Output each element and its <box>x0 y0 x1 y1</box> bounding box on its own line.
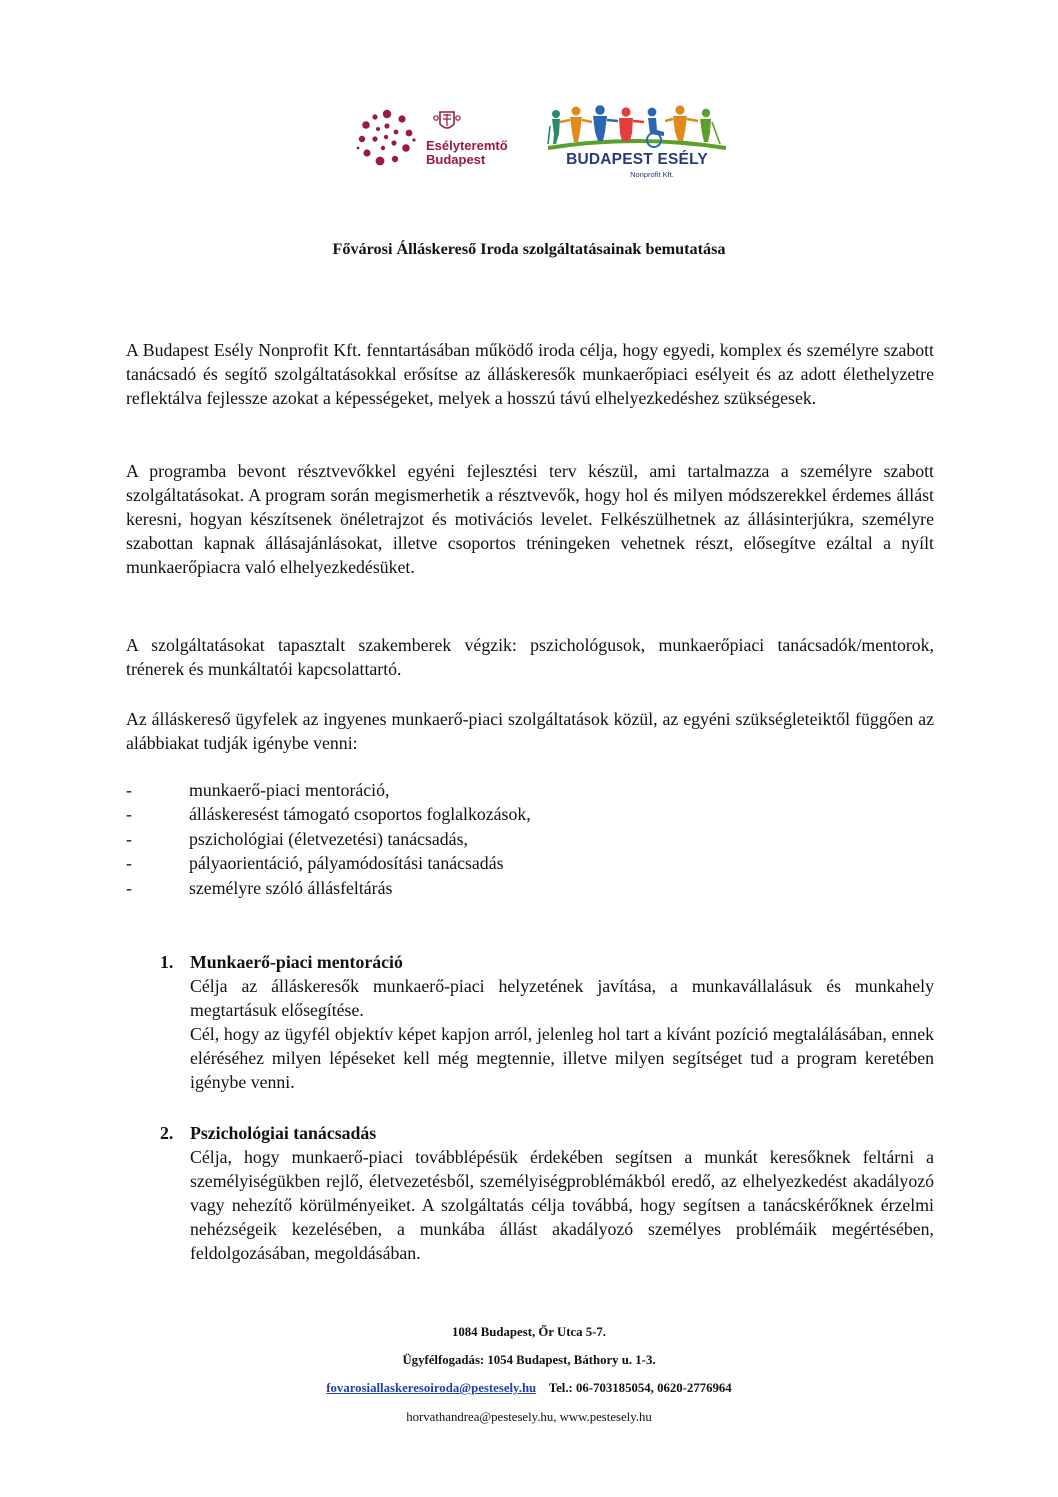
program-paragraph: A programba bevont résztvevőkkel egyéni fejlesztési terv készül, ami tartalmazza a személyre szabott szolgáltatásokat. A program során megismerhetik a résztvevők, hogy hol és milyen módszerekkel érdemes állást keresni, hogyan készítsenek önéletrajzot és motivációs levelet. Felkészülhetnek az állásinterjúkra, személyre szabottan kapnak állásajánlásokat, illetve csoportos tréningeken vehetnek részt, elősegítve ezáltal a nyílt munkaerőpiacra való elhelyezkedésüket. <box>126 461 934 577</box>
list-item-text: munkaerő-piaci mentoráció, <box>189 780 390 800</box>
logo-left-line1: Esélyteremtő <box>426 138 508 153</box>
bullet-dash: - <box>126 877 132 898</box>
section-body: Célja, hogy munkaerő-piaci továbblépésük érdekében segítsen a munkát keresőknek feltárni a személyiségükben rejlő, életvezetésből, személyiségproblémákból eredő, az elhelyezkedést akadályozó vagy nehezítő körülményeiket. A szolgáltatás célja továbbá, hogy segítsen a tanácskérőknek érzelmi nehézségeik kezelésében, a munkába állást akadályozó személyes problémáik megértésében, feldolgozásában, megoldásában. <box>190 1147 934 1263</box>
section-heading <box>160 950 934 974</box>
list-item-text: pszichológiai (életvezetési) tanácsadás, <box>189 828 468 849</box>
section-number: 1. <box>160 952 174 972</box>
budapest-esely-logo <box>542 104 732 196</box>
services-list <box>126 778 934 900</box>
logo-left-line2: Budapest <box>426 152 486 167</box>
list-item <box>126 778 934 802</box>
footer-email-phone <box>0 1381 1058 1396</box>
section-number: 2. <box>160 1123 174 1143</box>
list-item-text: pályaorientáció, pályamódosítási tanácsadás <box>189 853 504 874</box>
coat-of-arms-icon <box>432 110 462 134</box>
section-mentoring <box>160 950 934 1094</box>
footer-address: 1084 Budapest, Őr Utca 5-7. <box>451 1325 607 1339</box>
list-item-text: álláskeresést támogató csoportos foglalkozások, <box>189 804 531 825</box>
section-heading-text: Pszichológiai tanácsadás <box>190 1123 377 1143</box>
people-group-icon <box>542 104 732 154</box>
logo-right-subtitle: Nonprofit Kft. <box>630 170 674 179</box>
email-link[interactable]: fovarosiallaskeresoiroda@pestesely.hu <box>326 1381 537 1395</box>
esely-teremto-budapest-logo <box>356 108 526 172</box>
section-heading <box>160 1121 934 1145</box>
bullet-dash: - <box>126 780 132 800</box>
list-item <box>126 876 934 900</box>
bullet-dash: - <box>126 828 132 849</box>
footer-phone: Tel.: 06-703185054, 0620-2776964 <box>548 1381 732 1395</box>
section-body: Cél, hogy az ügyfél objektív képet kapjon arról, jelenleg hol tart a kívánt pozíció megtalálásában, ennek eléréséhez milyen lépéseket kell még megtennie, illetve milyen segítséget tud a program keretében igénybe venni. <box>190 1024 934 1092</box>
footer-office: Ügyfélfogadás: 1054 Budapest, Báthory u. 1-3. <box>402 1353 656 1367</box>
services-intro-paragraph: Az álláskereső ügyfelek az ingyenes munkaerő-piaci szolgáltatások közül, az egyéni szükségleteiktől függően az alábbiakat tudják igénybe venni: <box>126 709 934 753</box>
footer-contact: horvathandrea@pestesely.hu, www.pestesely.hu <box>406 1410 652 1424</box>
list-item-text: személyre szóló állásfeltárás <box>189 877 393 898</box>
logo-left-text <box>426 139 508 167</box>
list-item <box>126 802 934 826</box>
document-title: Fővárosi Álláskereső Iroda szolgáltatásainak bemutatása <box>332 240 726 258</box>
list-item <box>126 827 934 851</box>
section-body: Célja az álláskeresők munkaerő-piaci helyzetének javítása, a munkavállalásuk és munkahely megtartásuk elősegítése. <box>190 976 934 1020</box>
section-heading-text: Munkaerő-piaci mentoráció <box>190 952 403 972</box>
logo-header <box>356 104 736 196</box>
flower-dots-icon <box>356 108 418 172</box>
bullet-dash: - <box>126 804 132 825</box>
logo-right-title: BUDAPEST ESÉLY <box>566 151 708 168</box>
bullet-dash: - <box>126 853 132 874</box>
intro-paragraph: A Budapest Esély Nonprofit Kft. fenntartásában működő iroda célja, hogy egyedi, komplex és személyre szabott tanácsadó és segítő szolgáltatásokkal erősítse az álláskeresők munkaerőpiaci esélyeit és az adott élethelyzetre reflektálva fejlessze azokat a képességeket, melyek a hosszú távú elhelyezkedéshez szükségesek. <box>126 340 934 408</box>
experts-paragraph: A szolgáltatásokat tapasztalt szakemberek végzik: pszichológusok, munkaerőpiaci tanácsadók/mentorok, trénerek és munkáltatói kapcsolattartó. <box>126 635 934 679</box>
list-item <box>126 851 934 875</box>
section-psychology <box>160 1121 934 1265</box>
